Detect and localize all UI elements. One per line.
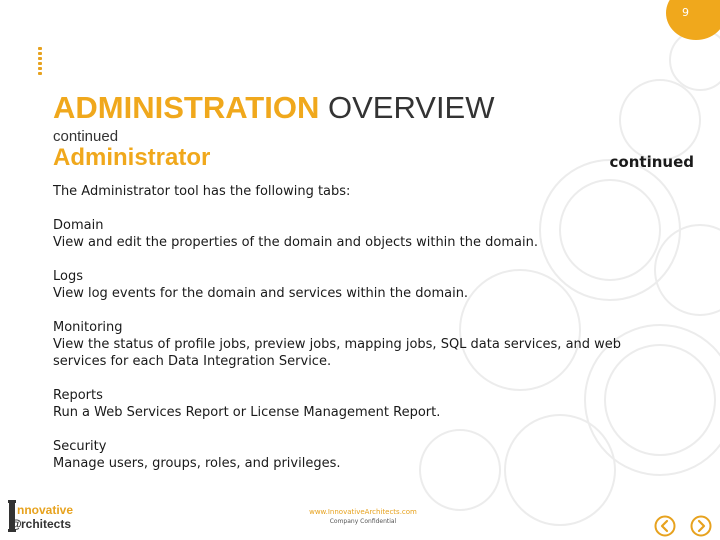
item-description: View and edit the properties of the domain and objects within the domain. [53,235,538,250]
item-name: Domain [53,218,104,233]
footer [290,507,436,527]
slide-title [53,88,495,128]
item-description: Run a Web Services Report or License Management Report. [53,405,441,420]
list-item [53,217,643,251]
item-description: Manage users, groups, roles, and privileges. [53,456,341,471]
list-item [53,268,643,302]
footer-confidential: Company Confidential [329,518,397,525]
logo-line2: rchitects [21,517,72,531]
arrow-left-circle-icon[interactable] [654,515,676,537]
item-name: Logs [53,269,83,284]
list-item [53,319,643,370]
item-name: Reports [53,388,103,403]
footer-url[interactable]: www.InnovativeArchitects.com [309,508,417,516]
decorative-dots [38,47,44,77]
logo-line1: nnovative [17,503,74,517]
company-logo [8,498,98,534]
tab-list [53,217,643,489]
list-item [53,387,643,421]
item-name: Security [53,439,107,454]
slide-title-rest: OVERVIEW [319,90,495,125]
arrow-right-circle-icon[interactable] [690,515,712,537]
item-description: View the status of profile jobs, preview jobs, mapping jobs, SQL data services, and web services for each Data Integration Service. [53,337,622,369]
item-description: View log events for the domain and services within the domain. [53,286,469,301]
list-item [53,438,643,472]
slide-title-highlight: ADMINISTRATION [53,90,320,125]
continued-label: continued [609,153,694,171]
section-title: Administrator [53,144,211,171]
intro-text: The Administrator tool has the following tabs: [53,184,351,199]
item-name: Monitoring [53,320,123,335]
slide-subtitle: continued [53,128,119,145]
page-number: 9 [682,6,689,19]
svg-text:@: @ [10,517,22,531]
